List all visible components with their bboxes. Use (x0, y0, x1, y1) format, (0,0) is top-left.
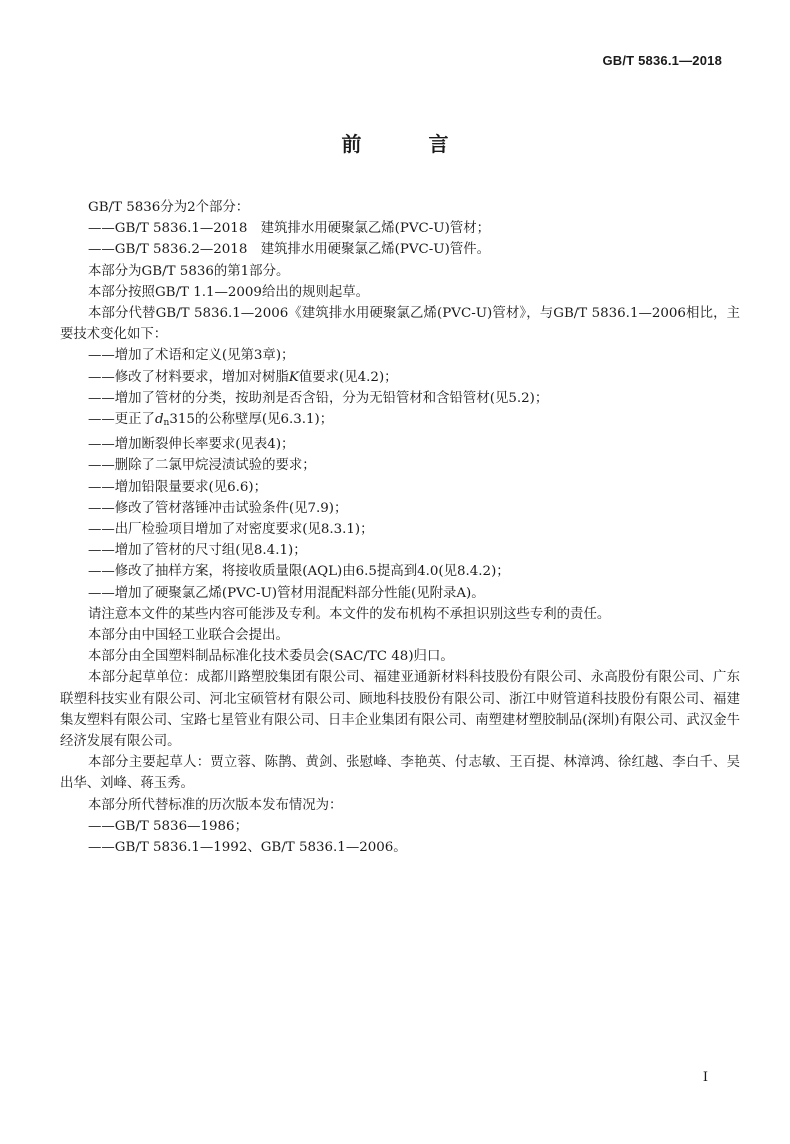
change-text: 315的公称壁厚(见6.3.1)； (169, 412, 334, 428)
change-item (88, 409, 740, 434)
change-item: ——增加了管材的尺寸组(见8.4.1)； (88, 543, 307, 559)
preface-body (60, 197, 740, 858)
change-item: ——出厂检验项目增加了对密度要求(见8.3.1)； (88, 522, 374, 538)
paragraph-history: 本部分所代替标准的历次版本发布情况为： (88, 797, 343, 813)
paragraph-patent-notice: 请注意本文件的某些内容可能涉及专利。本文件的发布机构不承担识别这些专利的责任。 (88, 606, 611, 622)
change-item: ——增加了术语和定义(见第3章)； (88, 348, 295, 364)
change-item: ——删除了二氯甲烷浸渍试验的要求； (88, 458, 316, 474)
list-item-part2: ——GB/T 5836.2—2018 建筑排水用硬聚氯乙烯(PVC-U)管件。 (88, 242, 490, 258)
change-item: ——增加铅限量要求(见6.6)； (88, 479, 268, 495)
history-item: ——GB/T 5836.1—1992、GB/T 5836.1—2006。 (88, 840, 407, 856)
page-number: I (702, 1070, 708, 1085)
paragraph-drafters: 本部分主要起草人：贾立蓉、陈鹊、黄剑、张慰峰、李艳英、付志敏、王百提、林漳鸿、徐红越、李白千、吴出华、刘峰、蒋玉秀。 (60, 755, 740, 792)
change-text: ——更正了 (88, 412, 155, 428)
change-item: ——增加了管材的分类，按助剂是否含铅，分为无铅管材和含铅管材(见5.2)； (88, 390, 549, 406)
change-item: ——增加断裂伸长率要求(见表4)； (88, 437, 295, 453)
list-item-part1: ——GB/T 5836.1—2018 建筑排水用硬聚氯乙烯(PVC-U)管材； (88, 221, 490, 237)
subscript-n: n (163, 418, 170, 429)
variable-d: d (154, 412, 164, 428)
paragraph-scope: 本部分为GB/T 5836的第1部分。 (88, 263, 290, 279)
history-item: ——GB/T 5836—1986； (88, 818, 248, 834)
standard-code: GB/T 5836.1—2018 (602, 53, 722, 68)
paragraph-committee: 本部分由全国塑料制品标准化技术委员会(SAC/TC 48)归口。 (88, 649, 454, 665)
page-title: 前 言 (341, 132, 479, 156)
paragraph-drafting-rules: 本部分按照GB/T 1.1—2009给出的规则起草。 (88, 284, 370, 300)
paragraph-proposer: 本部分由中国轻工业联合会提出。 (88, 628, 289, 644)
paragraph-drafting-units: 本部分起草单位：成都川路塑胶集团有限公司、福建亚通新材料科技股份有限公司、永高股份有限公司、广东联塑科技实业有限公司、河北宝硕管材有限公司、顾地科技股份有限公司、浙江中财管道科技股份有限公司、福建集友塑料有限公司、宝路七星管业有限公司、日丰企业集团有限公司、南塑建材塑胶制品(深圳)有限公司、武汉金牛经济发展有限公司。 (60, 670, 740, 750)
change-item: ——修改了抽样方案，将接收质量限(AQL)由6.5提高到4.0(见8.4.2)； (88, 564, 510, 580)
change-item: ——增加了硬聚氯乙烯(PVC-U)管材用混配料部分性能(见附录A)。 (88, 585, 485, 601)
paragraph-replaces: 本部分代替GB/T 5836.1—2006《建筑排水用硬聚氯乙烯(PVC-U)管材》，与GB/T 5836.1—2006相比，主要技术变化如下： (60, 306, 740, 343)
change-text: 值要求(见4.2)； (298, 369, 398, 385)
change-item: ——修改了管材落锤冲击试验条件(见7.9)； (88, 500, 348, 516)
paragraph-parts: GB/T 5836分为2个部分： (88, 200, 250, 215)
variable-k: K (288, 369, 299, 385)
change-text: ——修改了材料要求，增加对树脂 (88, 369, 289, 385)
change-item (88, 367, 740, 388)
